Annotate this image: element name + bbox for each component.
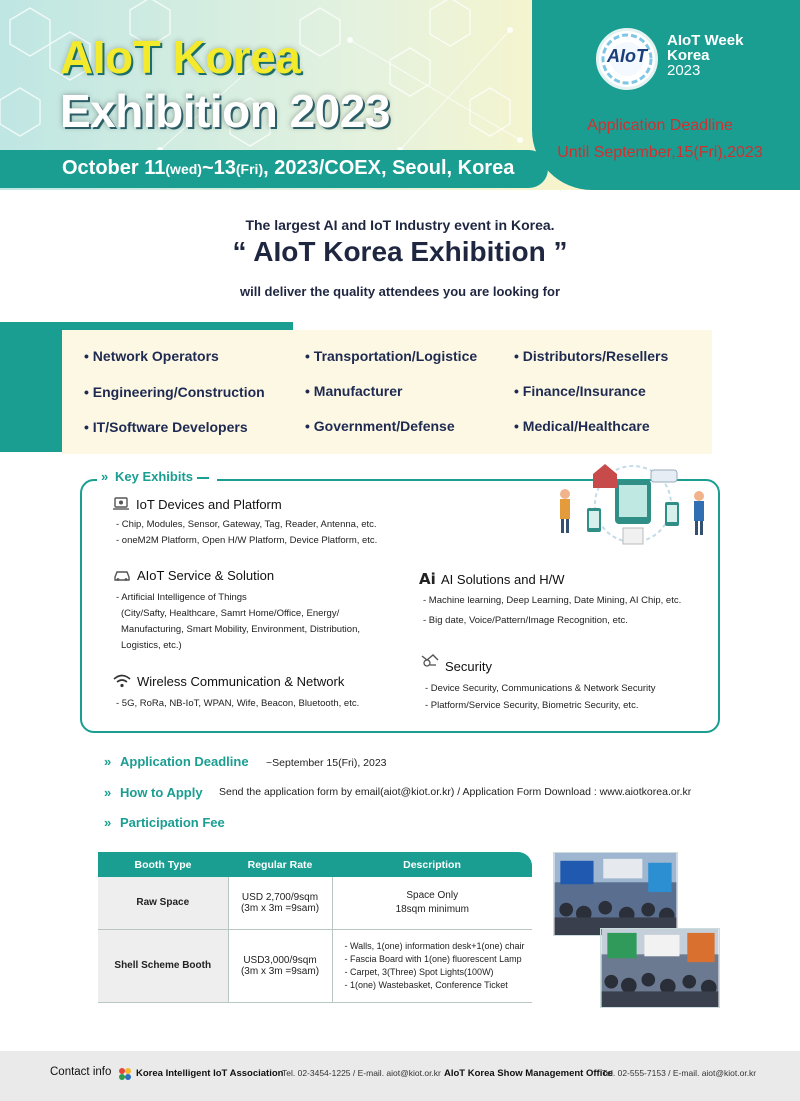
target-item: • Finance/Insurance xyxy=(514,383,646,399)
security-heading: Security xyxy=(445,659,492,674)
target-item: • Engineering/Construction xyxy=(84,384,265,400)
org1-contact: Tel. 02-3454-1225 / E-mail. aiot@kiot.or.kr xyxy=(282,1068,441,1078)
table-row xyxy=(98,877,532,929)
how-to-apply-value: Send the application form by email(aiot@kiot.or.kr) / Application Form Download : www.aiotkorea.or.kr xyxy=(219,786,692,798)
header-banner xyxy=(0,0,800,190)
header-deadline xyxy=(550,112,770,166)
intro-subline: will deliver the quality attendees you are looking for xyxy=(239,284,561,299)
ai-line: - Big date, Voice/Pattern/Image Recognition, etc. xyxy=(423,615,628,626)
fee-table xyxy=(98,852,532,1003)
header-deadline-line-2: Until September,15(Fri),2023 xyxy=(557,144,763,161)
target-item: • Government/Defense xyxy=(305,418,455,434)
application-deadline-heading xyxy=(104,754,249,769)
rate-line: USD 2,700/9sqm xyxy=(241,891,319,903)
week-line-1: AIoT Week xyxy=(667,32,744,49)
week-line-3: 2023 xyxy=(667,62,701,79)
double-chevron-icon: » xyxy=(101,469,109,484)
intro-tagline: The largest AI and IoT Industry event in Korea. xyxy=(245,217,555,233)
double-chevron-icon: » xyxy=(104,785,112,800)
description-line: - 1(one) Wastebasket, Conference Ticket xyxy=(344,979,508,990)
description-cell xyxy=(332,877,532,929)
title-line-1: AIoT Korea xyxy=(60,31,301,83)
logo-text: AIoT xyxy=(607,46,647,66)
application-deadline-value: ~September 15(Fri), 2023 xyxy=(266,757,387,769)
kiot-logo-icon xyxy=(118,1067,132,1081)
target-item: • Distributors/Resellers xyxy=(514,348,668,364)
double-chevron-icon: » xyxy=(104,754,112,769)
description-list xyxy=(333,940,533,992)
ai-heading: AI Solutions and H/W xyxy=(441,572,565,587)
rate-cell xyxy=(228,929,332,1002)
target-item: • Manufacturer xyxy=(305,383,402,399)
target-item: • Transportation/Logistice xyxy=(305,348,477,364)
title-line-2: Exhibition 2023 xyxy=(60,85,390,137)
rate-line: (3m x 3m =9sam) xyxy=(240,965,320,977)
application-deadline-label: Application Deadline xyxy=(120,754,249,769)
col-regular-rate: Regular Rate xyxy=(228,852,332,877)
date-tilde: ~13 xyxy=(201,157,236,179)
wireless-line: - 5G, RoRa, NB-IoT, WPAN, Wife, Beacon, Bluetooth, etc. xyxy=(116,698,360,709)
security-line: - Device Security, Communications & Network Security xyxy=(425,683,656,694)
how-to-apply-heading xyxy=(104,785,203,800)
description-line: - Walls, 1(one) information desk+1(one) chair xyxy=(344,940,525,951)
iot-line: - oneM2M Platform, Open H/W Platform, Device Platform, etc. xyxy=(116,535,378,546)
wifi-icon xyxy=(113,674,131,688)
iot-heading: IoT Devices and Platform xyxy=(136,497,282,512)
aiot-week-title xyxy=(667,33,743,78)
description-line: Space Only xyxy=(406,889,459,901)
intro-headline: “ AIoT Korea Exhibition ” xyxy=(232,236,568,267)
rate-line: USD3,000/9sqm xyxy=(243,954,317,966)
contact-label: Contact info xyxy=(50,1066,112,1078)
iot-device-icon xyxy=(112,496,130,510)
rate-cell xyxy=(228,877,332,929)
header-deadline-line-1: Application Deadline xyxy=(587,117,733,134)
description-line: - Carpet, 3(Three) Spot Lights(100W) xyxy=(344,966,494,977)
wireless-heading: Wireless Communication & Network xyxy=(137,674,345,689)
target-item: • Medical/Healthcare xyxy=(514,418,650,434)
security-line: - Platform/Service Security, Biometric Security, etc. xyxy=(425,700,639,711)
booth-type-cell: Raw Space xyxy=(98,877,228,929)
exhibition-photo-2 xyxy=(600,928,720,1008)
date-rest: , 2023/COEX, Seoul, Korea xyxy=(263,157,515,179)
title-rule xyxy=(197,477,209,479)
aiot-line: (City/Safty, Healthcare, Samrt Home/Office, Energy/ xyxy=(121,608,340,619)
how-to-apply-label: How to Apply xyxy=(120,785,203,800)
description-line: 18sqm minimum xyxy=(395,903,469,915)
car-icon xyxy=(113,568,131,582)
participation-fee-heading xyxy=(104,815,225,830)
key-exhibits-label: Key Exhibits xyxy=(115,469,194,484)
week-line-2: Korea xyxy=(667,47,710,64)
target-item: • Network Operators xyxy=(84,348,219,364)
target-item: • IT/Software Developers xyxy=(84,419,248,435)
date-wed: (wed) xyxy=(165,161,202,177)
date-main: October 11 xyxy=(62,157,166,179)
org2-contact: Tel. 02-555-7153 / E-mail. aiot@kiot.or.kr xyxy=(602,1068,757,1078)
org1-name: Korea Intelligent IoT Association xyxy=(136,1068,284,1079)
date-fri: (Fri) xyxy=(235,161,264,177)
ai-line: - Machine learning, Deep Learning, Date Mining, AI Chip, etc. xyxy=(423,595,682,606)
aiot-heading: AIoT Service & Solution xyxy=(137,568,275,583)
col-description: Description xyxy=(332,852,532,877)
aiot-line: Logistics, etc.) xyxy=(121,640,182,651)
ai-chip-icon: Ai xyxy=(419,570,436,588)
col-booth-type: Booth Type xyxy=(98,852,228,877)
rate-line: (3m x 3m =9sam) xyxy=(240,902,320,914)
exhibition-photo-1 xyxy=(553,852,678,936)
description-cell xyxy=(332,929,532,1002)
key-exhibits-title xyxy=(97,469,217,484)
aiot-line: - Artificial Intelligence of Things xyxy=(116,592,247,603)
participation-fee-label: Participation Fee xyxy=(120,815,225,830)
smart-home-illustration xyxy=(553,452,713,554)
security-icon xyxy=(420,653,440,669)
double-chevron-icon: » xyxy=(104,815,112,830)
aiot-line: Manufacturing, Smart Mobility, Environment, Distribution, xyxy=(121,624,360,635)
event-date-location xyxy=(62,157,514,180)
iot-line: - Chip, Modules, Sensor, Gateway, Tag, Reader, Antenna, etc. xyxy=(116,519,377,530)
table-row xyxy=(98,929,532,1002)
org2-name: AIoT Korea Show Management Office xyxy=(444,1068,613,1079)
fee-table-header xyxy=(98,852,532,877)
booth-type-cell: Shell Scheme Booth xyxy=(98,929,228,1002)
description-line: - Fascia Board with 1(one) fluorescent Lamp xyxy=(344,953,522,964)
